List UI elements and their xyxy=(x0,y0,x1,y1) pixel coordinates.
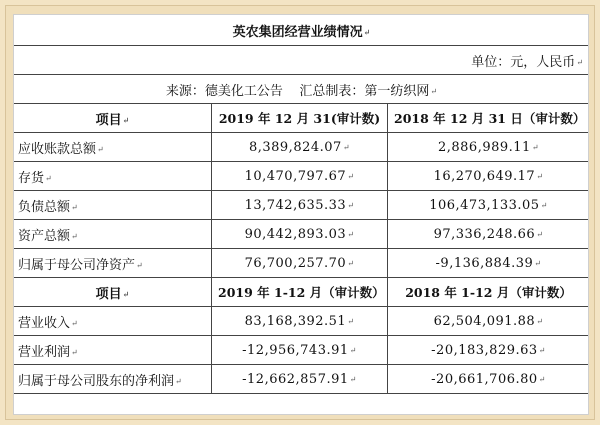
row-label: 营业利润↵ xyxy=(14,336,212,365)
row-label: 存货↵ xyxy=(14,162,212,191)
table-row xyxy=(14,336,590,365)
table-row xyxy=(14,133,590,162)
row-value-2019-text: -12,956,743.91 xyxy=(242,342,349,358)
row-label: 归属于母公司股东的净利润↵ xyxy=(14,365,212,394)
row-label-text: 应收账款总额 xyxy=(18,141,97,157)
row-value-2018-text: -20,183,829.63 xyxy=(431,342,538,358)
table-title-text: 英农集团经营业绩情况 xyxy=(232,24,363,40)
row-value-2019-text: 76,700,257.70 xyxy=(244,255,347,271)
row-value-2018-text: 16,270,649.17 xyxy=(433,168,536,184)
table-row xyxy=(14,191,590,220)
row-value-2018-text: 106,473,133.05 xyxy=(429,197,540,213)
header-item: 项目↵ xyxy=(14,104,212,133)
row-value-2019: 90,442,893.03↵ xyxy=(212,220,388,249)
row-value-2018: 97,336,248.66↵ xyxy=(388,220,590,249)
photo-frame xyxy=(5,5,595,420)
row-label-text: 营业收入 xyxy=(18,315,71,331)
row-value-2019: 76,700,257.70↵ xyxy=(212,249,388,278)
row-label: 归属于母公司净资产↵ xyxy=(14,249,212,278)
row-value-2018-text: -20,661,706.80 xyxy=(431,371,538,387)
header-item-text: 项目 xyxy=(95,112,122,128)
row-value-2018: -20,661,706.80↵ xyxy=(388,365,590,394)
row-value-2018-text: -9,136,884.39 xyxy=(435,255,534,271)
row-value-2019: 8,389,824.07↵ xyxy=(212,133,388,162)
row-label: 营业收入↵ xyxy=(14,307,212,336)
row-value-2019: 83,168,392.51↵ xyxy=(212,307,388,336)
row-value-2019-text: 90,442,893.03 xyxy=(244,226,347,242)
row-value-2018-text: 2,886,989.11 xyxy=(437,139,531,155)
row-label-text: 资产总额 xyxy=(18,228,71,244)
row-label: 负债总额↵ xyxy=(14,191,212,220)
row-value-2018: -9,136,884.39↵ xyxy=(388,249,590,278)
row-value-2019-text: 8,389,824.07 xyxy=(248,139,342,155)
title-row xyxy=(14,15,590,46)
table-row xyxy=(14,220,590,249)
row-value-2018: -20,183,829.63↵ xyxy=(388,336,590,365)
table-row xyxy=(14,249,590,278)
row-value-2019-text: 13,742,635.33 xyxy=(244,197,347,213)
row-label: 应收账款总额↵ xyxy=(14,133,212,162)
row-value-2018: 2,886,989.11↵ xyxy=(388,133,590,162)
header-item-text: 项目 xyxy=(95,286,122,302)
unit-cell: 单位：元，人民币↵ xyxy=(14,46,590,75)
source-row xyxy=(14,75,590,104)
table-sheet xyxy=(13,14,589,415)
header-col-2019-dec-text: 2019 年 12 月 31(审计数) xyxy=(218,111,381,126)
table-row xyxy=(14,307,590,336)
row-value-2018: 62,504,091.88↵ xyxy=(388,307,590,336)
header-item: 项目↵ xyxy=(14,278,212,307)
table-row xyxy=(14,162,590,191)
row-label: 资产总额↵ xyxy=(14,220,212,249)
row-value-2019-text: 10,470,797.67 xyxy=(244,168,347,184)
row-value-2019: -12,956,743.91↵ xyxy=(212,336,388,365)
row-label-text: 归属于母公司净资产 xyxy=(18,257,136,273)
header-col-2018-ytd-text: 2018 年 1-12 月（审计数） xyxy=(405,285,572,300)
header-col-2018-dec-text: 2018 年 12 月 31 日（审计数） xyxy=(394,111,586,126)
table-row xyxy=(14,365,590,394)
row-value-2019-text: 83,168,392.51 xyxy=(244,313,347,329)
row-value-2018-text: 97,336,248.66 xyxy=(433,226,536,242)
header-col-2019-dec xyxy=(212,104,388,133)
row-value-2019-text: -12,662,857.91 xyxy=(242,371,349,387)
row-value-2019: 13,742,635.33↵ xyxy=(212,191,388,220)
header-row-income xyxy=(14,278,590,307)
table-title: 英农集团经营业绩情况↵ xyxy=(14,15,590,46)
header-col-2018-ytd xyxy=(388,278,590,307)
unit-text: 单位：元，人民币 xyxy=(471,54,576,70)
row-label-text: 归属于母公司股东的净利润 xyxy=(18,373,175,389)
row-label-text: 存货 xyxy=(18,170,45,186)
source-text: 来源：德美化工公告 汇总制表：第一纺织网 xyxy=(165,83,430,99)
header-col-2018-dec xyxy=(388,104,590,133)
performance-table xyxy=(13,14,589,394)
row-label-text: 营业利润 xyxy=(18,344,71,360)
row-value-2018: 16,270,649.17↵ xyxy=(388,162,590,191)
header-col-2019-ytd xyxy=(212,278,388,307)
unit-row xyxy=(14,46,590,75)
row-value-2019: 10,470,797.67↵ xyxy=(212,162,388,191)
row-value-2018: 106,473,133.05↵ xyxy=(388,191,590,220)
row-label-text: 负债总额 xyxy=(18,199,71,215)
row-value-2018-text: 62,504,091.88 xyxy=(433,313,536,329)
source-cell: 来源：德美化工公告 汇总制表：第一纺织网↵ xyxy=(14,75,590,104)
row-value-2019: -12,662,857.91↵ xyxy=(212,365,388,394)
header-row-balance xyxy=(14,104,590,133)
header-col-2019-ytd-text: 2019 年 1-12 月（审计数） xyxy=(218,285,385,300)
